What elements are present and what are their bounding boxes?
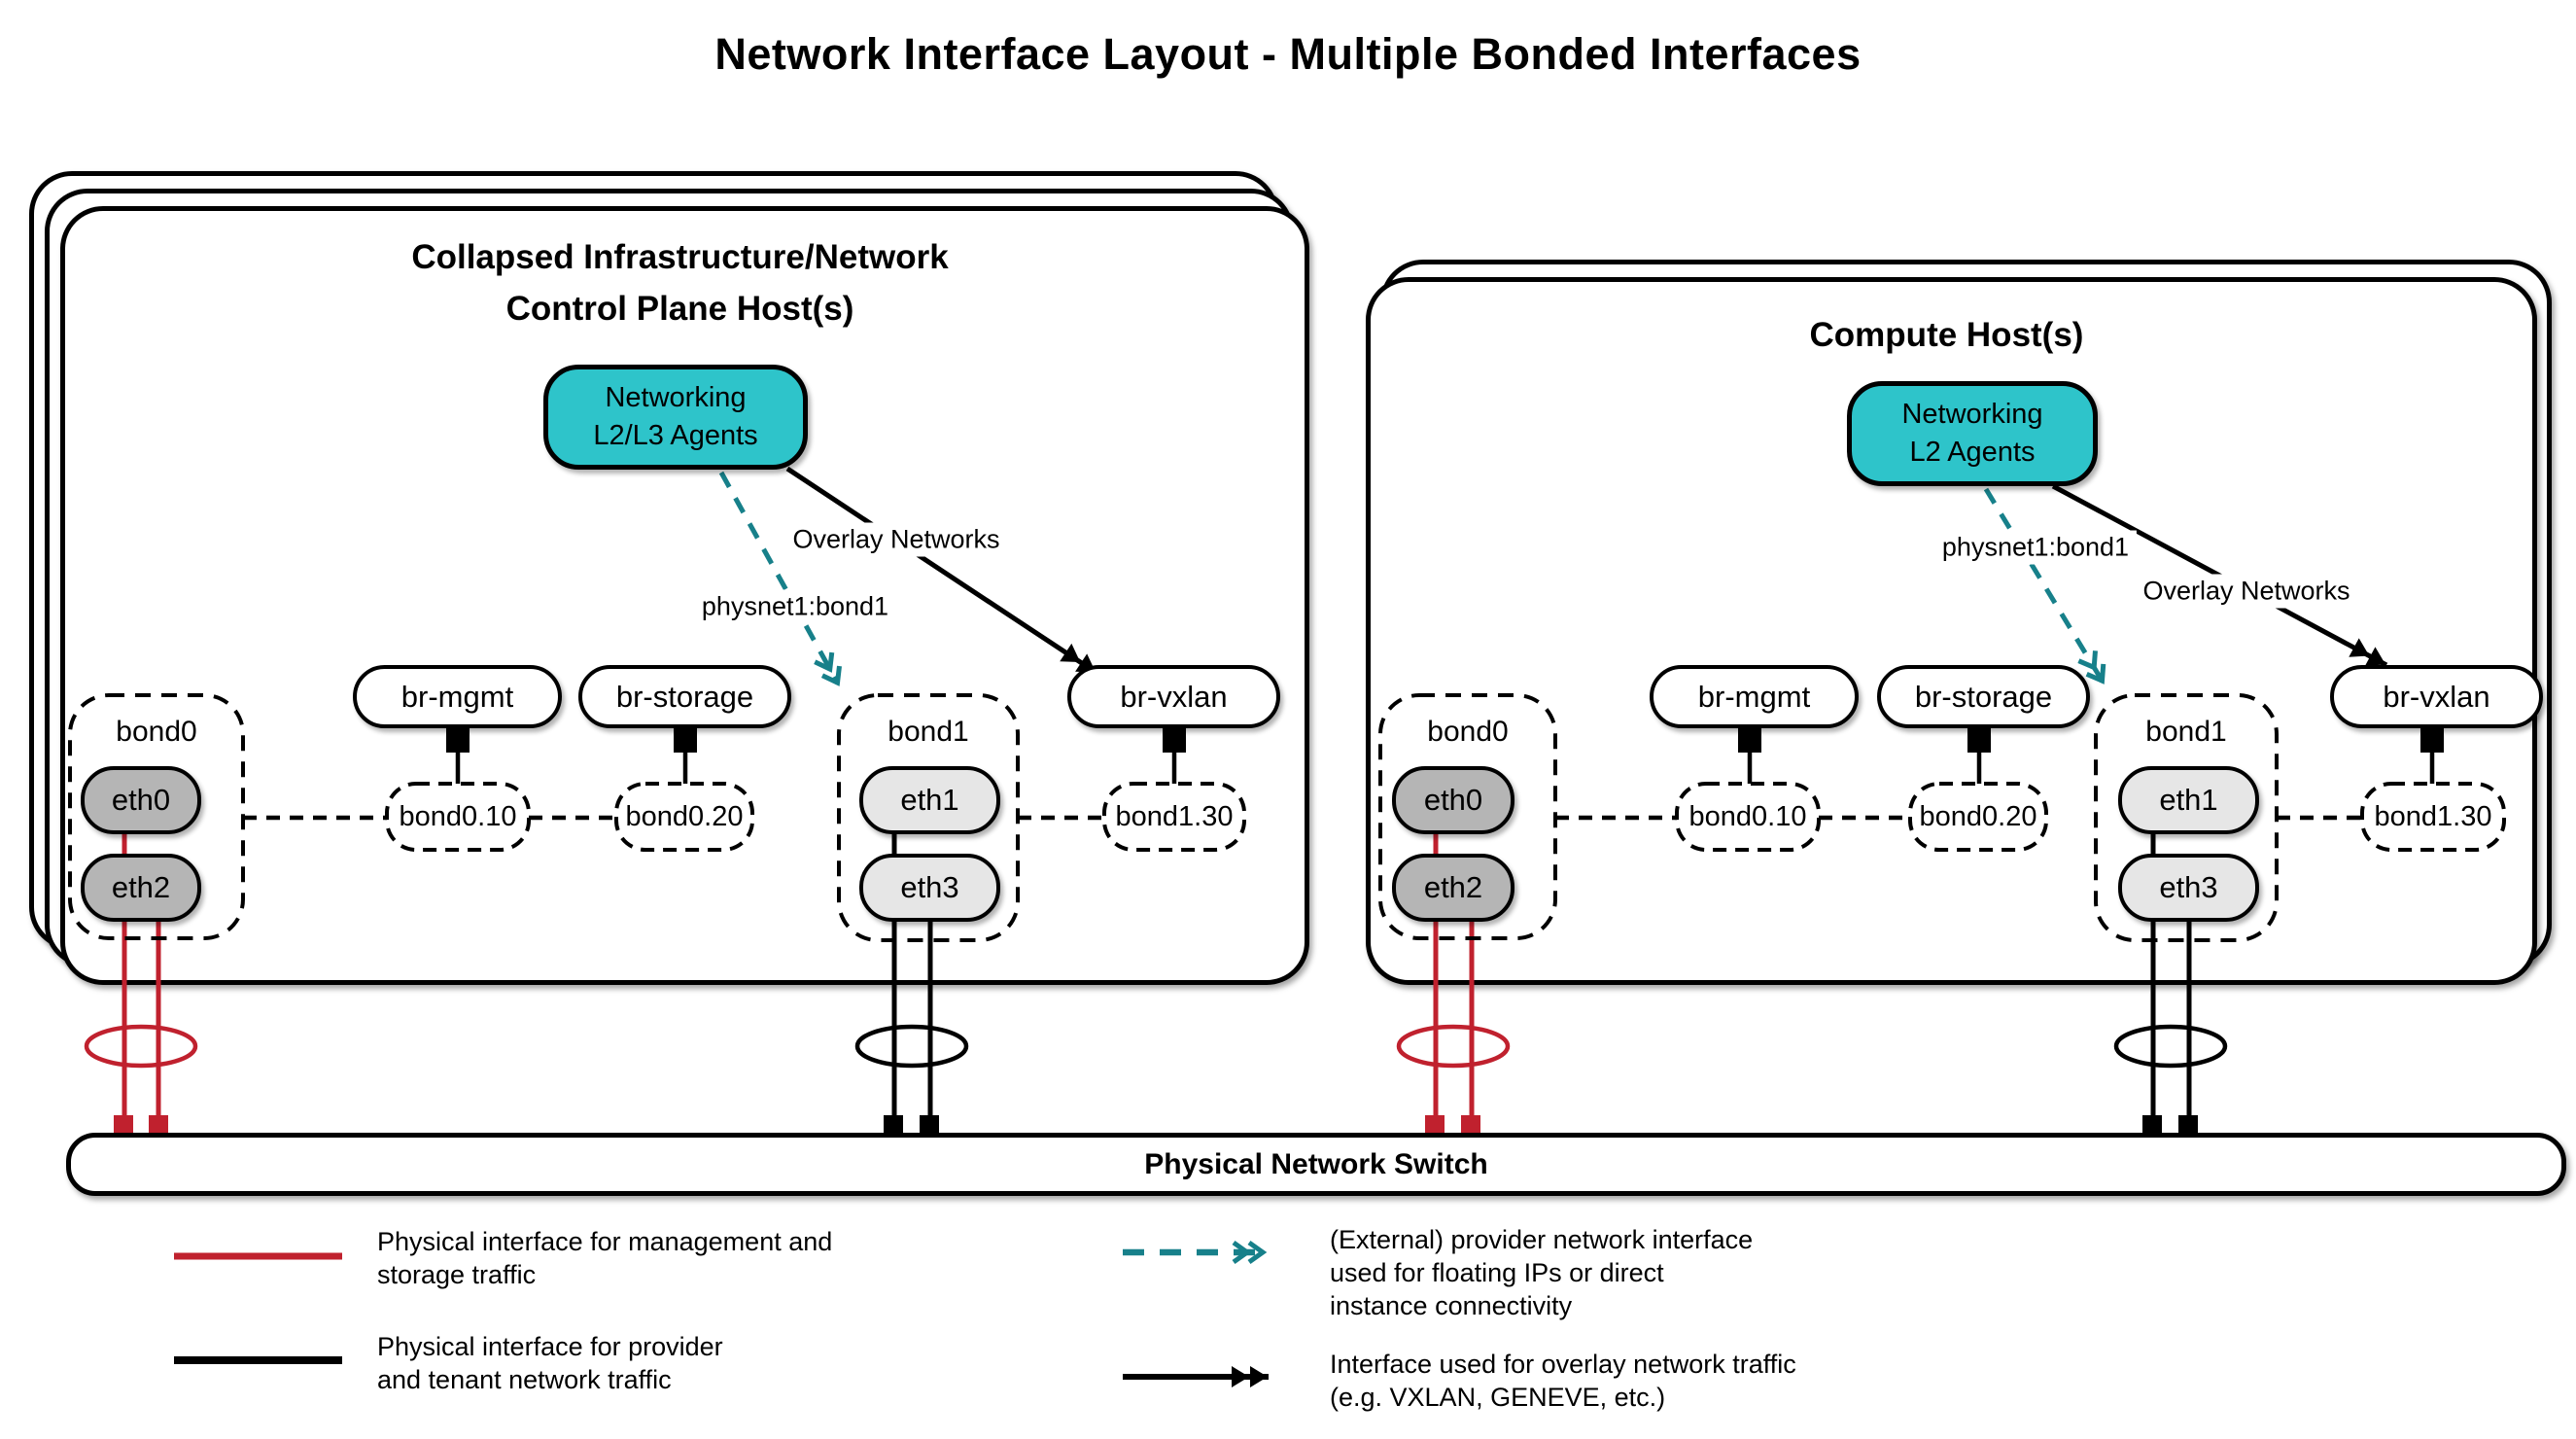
node-br-storage-right: br-storage xyxy=(1877,665,2090,728)
label-overlay-networks-left: Overlay Networks xyxy=(784,523,1007,557)
legend-external-provider-line3: instance connectivity xyxy=(1330,1291,1573,1320)
node-bond0-20-left: bond0.20 xyxy=(625,800,744,832)
node-bond0-20-right: bond0.20 xyxy=(1919,800,2037,832)
node-bond1-30-right: bond1.30 xyxy=(2374,800,2492,832)
node-bond0-10-right: bond0.10 xyxy=(1688,800,1807,832)
bond-loop-red-right xyxy=(1399,1027,1508,1066)
physical-network-switch xyxy=(66,1133,2566,1196)
left-host-title xyxy=(60,231,1300,334)
legend-overlay-text xyxy=(1330,1348,1796,1414)
legend-overlay-line2: (e.g. VXLAN, GENEVE, etc.) xyxy=(1330,1383,1666,1412)
label-overlay-networks-right: Overlay Networks xyxy=(2135,575,2357,609)
bridge-connector-squares-left xyxy=(446,727,1186,753)
node-eth1-right: eth1 xyxy=(2118,766,2259,834)
left-host-title-line2: Control Plane Host(s) xyxy=(505,290,854,328)
overlay-arrow-left xyxy=(787,469,1097,673)
teal-arrow-right xyxy=(1986,489,2103,682)
agent-box-right xyxy=(1847,381,2098,486)
label-physnet-right: physnet1:bond1 xyxy=(1934,531,2137,565)
legend-external-provider-text xyxy=(1330,1223,1753,1322)
node-eth3-left: eth3 xyxy=(859,854,1000,922)
switch-ports-red-right xyxy=(1425,1115,1480,1134)
bond-loop-black-left xyxy=(857,1027,966,1066)
legend-external-provider-line1: (External) provider network interface xyxy=(1330,1225,1754,1254)
node-eth0-right: eth0 xyxy=(1392,766,1514,834)
agent-box-left xyxy=(543,365,808,470)
node-br-vxlan-left: br-vxlan xyxy=(1067,665,1280,728)
node-eth2-left: eth2 xyxy=(81,854,201,922)
label-physnet-left: physnet1:bond1 xyxy=(694,590,896,624)
node-br-storage-left: br-storage xyxy=(578,665,791,728)
legend-external-provider-line2: used for floating IPs or direct xyxy=(1330,1258,1664,1287)
legend-provider-tenant-line1: Physical interface for provider xyxy=(377,1332,723,1361)
bridge-drop-lines-right xyxy=(1750,731,2432,786)
teal-arrow-left xyxy=(721,473,838,684)
bridge-connector-squares-right xyxy=(1738,727,2444,753)
node-eth3-right: eth3 xyxy=(2118,854,2259,922)
bond0-label-left: bond0 xyxy=(116,716,197,748)
agent-box-left-line1: Networking xyxy=(605,382,747,413)
legend-mgmt-storage-line1: Physical interface for management and xyxy=(377,1227,833,1256)
switch-ports-black-right xyxy=(2142,1115,2198,1134)
bond1-label-right: bond1 xyxy=(2145,716,2227,748)
agent-box-right-line2: L2 Agents xyxy=(1909,437,2036,468)
switch-label: Physical Network Switch xyxy=(1144,1147,1488,1180)
node-br-mgmt-left: br-mgmt xyxy=(353,665,562,728)
node-bond1-30-left: bond1.30 xyxy=(1115,800,1234,832)
legend-mgmt-storage-line2: storage traffic xyxy=(377,1260,537,1289)
right-host-title-line1: Compute Host(s) xyxy=(1809,316,2084,354)
right-host-title xyxy=(1366,309,2527,361)
agent-box-left-line2: L2/L3 Agents xyxy=(593,420,758,451)
bond1-label-left: bond1 xyxy=(888,716,969,748)
bridge-drop-lines-left xyxy=(458,731,1174,786)
agent-box-right-line1: Networking xyxy=(1901,399,2043,430)
legend-overlay-line1: Interface used for overlay network traffic xyxy=(1330,1350,1796,1379)
node-bond0-10-left: bond0.10 xyxy=(399,800,517,832)
legend-mgmt-storage-text xyxy=(377,1225,832,1291)
node-eth2-right: eth2 xyxy=(1392,854,1514,922)
legend-provider-tenant-line2: and tenant network traffic xyxy=(377,1365,672,1394)
bond0-label-right: bond0 xyxy=(1427,716,1509,748)
node-eth0-left: eth0 xyxy=(81,766,201,834)
node-eth1-left: eth1 xyxy=(859,766,1000,834)
bond-loop-red-left xyxy=(87,1027,195,1066)
switch-ports-red-left xyxy=(114,1115,168,1134)
node-br-mgmt-right: br-mgmt xyxy=(1650,665,1859,728)
left-host-title-line1: Collapsed Infrastructure/Network xyxy=(411,238,949,276)
bond-loop-black-right xyxy=(2116,1027,2225,1066)
node-br-vxlan-right: br-vxlan xyxy=(2330,665,2543,728)
legend-provider-tenant-text xyxy=(377,1330,723,1396)
page-title: Network Interface Layout - Multiple Bonded Interfaces xyxy=(714,29,1862,79)
switch-ports-black-left xyxy=(884,1115,939,1134)
